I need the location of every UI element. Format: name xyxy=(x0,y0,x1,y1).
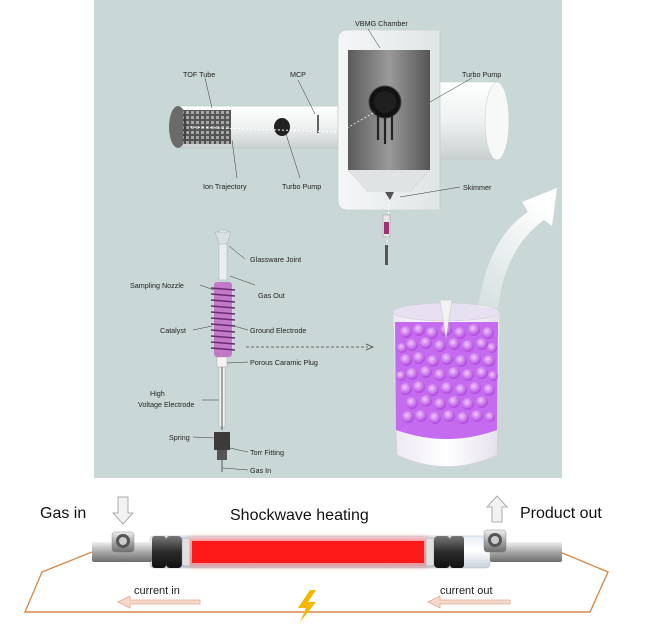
product-out-arrow-icon xyxy=(487,496,507,522)
current-in-label: current in xyxy=(134,585,180,597)
label-torr-fitting: Torr Fitting xyxy=(250,448,284,457)
label-voltage-electrode: Voltage Electrode xyxy=(138,400,195,409)
current-out-arrow xyxy=(428,596,510,608)
product-out-label: Product out xyxy=(520,505,602,522)
turbo-pump-small xyxy=(274,118,290,136)
turbo-pump-cylinder xyxy=(435,82,509,160)
label-ion-trajectory: Ion Trajectory xyxy=(203,182,247,191)
label-spring: Spring xyxy=(169,433,190,442)
label-gas-out: Gas Out xyxy=(258,291,285,300)
vbmg-chamber xyxy=(338,30,440,210)
label-glassware-joint: Glassware Joint xyxy=(250,255,302,264)
top-panel xyxy=(94,0,562,478)
label-mcp: MCP xyxy=(290,70,306,79)
bottom-panel xyxy=(25,496,608,622)
heater-element xyxy=(192,541,424,563)
label-porous-ceramic-plug: Porous Caramic Plug xyxy=(250,358,318,367)
current-in-arrow xyxy=(118,596,200,608)
label-turbo-pump-right: Turbo Pump xyxy=(462,70,502,79)
label-turbo-pump-bottom: Turbo Pump xyxy=(282,182,322,191)
gas-in-label: Gas in xyxy=(40,505,87,522)
shockwave-heating-title: Shockwave heating xyxy=(230,507,369,524)
label-catalyst: Catalyst xyxy=(160,326,186,335)
label-high: High xyxy=(150,389,165,398)
label-tof-tube: TOF Tube xyxy=(183,70,216,79)
beaker xyxy=(393,300,500,467)
label-vbmg-chamber: VBMG Chamber xyxy=(355,19,408,28)
label-sampling-nozzle: Sampling Nozzle xyxy=(130,281,184,290)
left-fitting xyxy=(92,532,190,568)
label-ground-electrode: Ground Electrode xyxy=(250,326,307,335)
lightning-bolt-icon xyxy=(298,590,316,622)
gas-in-arrow-icon xyxy=(113,497,133,524)
current-out-label: current out xyxy=(440,585,493,597)
label-skimmer: Skimmer xyxy=(463,183,492,192)
label-gas-in: Gas In xyxy=(250,466,272,475)
